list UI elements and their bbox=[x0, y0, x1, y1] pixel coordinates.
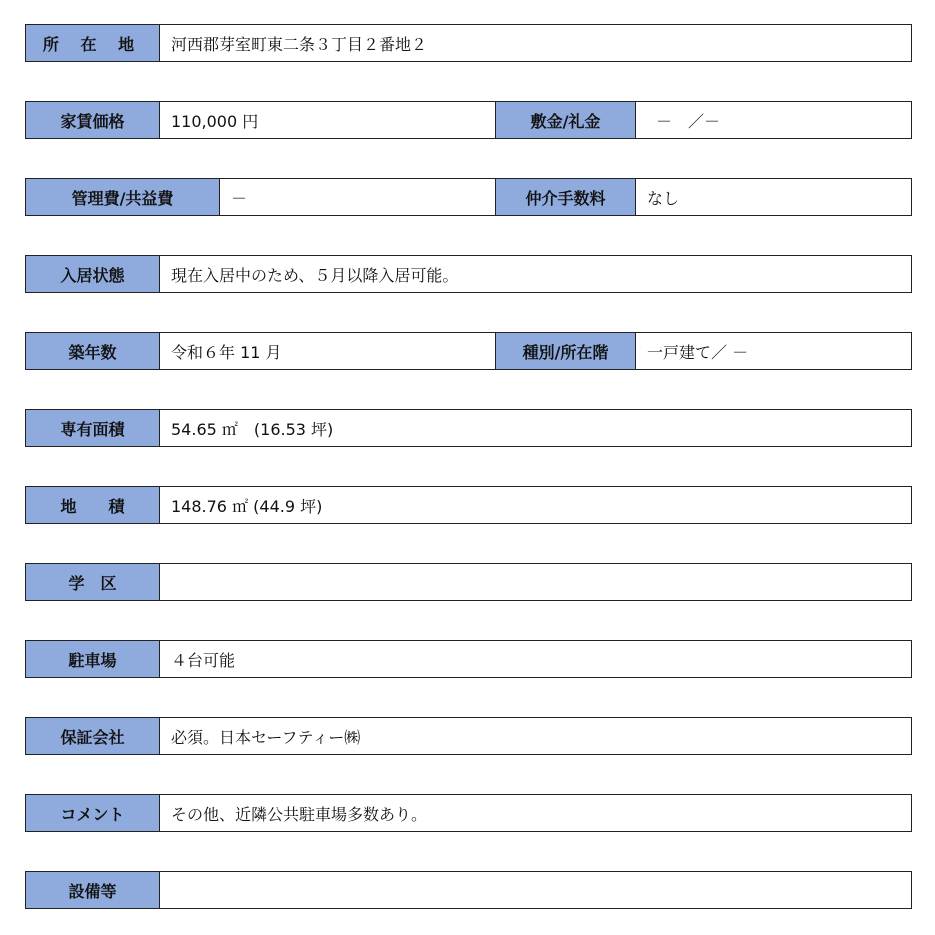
label-parking: 駐車場 bbox=[26, 641, 160, 677]
label-occupancy: 入居状態 bbox=[26, 256, 160, 292]
label-brokerage: 仲介手数料 bbox=[496, 179, 636, 215]
label-rent: 家賃価格 bbox=[26, 102, 160, 138]
value-occupancy: 現在入居中のため、５月以降入居可能。 bbox=[171, 265, 459, 285]
value-management-fee: － bbox=[220, 179, 496, 215]
label-management-fee: 管理費/共益費 bbox=[26, 179, 220, 215]
value-school-district bbox=[160, 564, 911, 600]
row-built-year bbox=[25, 332, 912, 370]
row-address bbox=[25, 24, 912, 62]
value-facilities bbox=[160, 872, 911, 908]
value-comment: その他、近隣公共駐車場多数あり。 bbox=[171, 804, 428, 824]
label-floor-area: 専有面積 bbox=[26, 410, 160, 446]
label-deposit: 敷金/礼金 bbox=[496, 102, 636, 138]
value-floor-area: 54.65 ㎡ (16.53 坪) bbox=[171, 419, 334, 439]
row-land-area bbox=[25, 486, 912, 524]
label-facilities: 設備等 bbox=[26, 872, 160, 908]
label-property-type: 種別/所在階 bbox=[496, 333, 636, 369]
value-rent: 110,000 円 bbox=[160, 102, 496, 138]
value-land-area: 148.76 ㎡ (44.9 坪) bbox=[171, 496, 323, 516]
row-floor-area bbox=[25, 409, 912, 447]
value-address: 河西郡芽室町東二条３丁目２番地２ bbox=[171, 34, 428, 54]
value-guarantor: 必須。日本セーフティー㈱ bbox=[171, 727, 361, 747]
label-land-area: 地 積 bbox=[26, 487, 160, 523]
label-school-district: 学 区 bbox=[26, 564, 160, 600]
label-address: 所 在 地 bbox=[26, 25, 160, 61]
row-facilities bbox=[25, 871, 912, 909]
row-comment bbox=[25, 794, 912, 832]
row-guarantor bbox=[25, 717, 912, 755]
value-deposit: － ／－ bbox=[656, 111, 721, 131]
row-parking bbox=[25, 640, 912, 678]
row-school-district bbox=[25, 563, 912, 601]
label-guarantor: 保証会社 bbox=[26, 718, 160, 754]
value-property-type: 一戸建て／ － bbox=[647, 342, 749, 362]
row-occupancy bbox=[25, 255, 912, 293]
label-built-year: 築年数 bbox=[26, 333, 160, 369]
row-management-fee bbox=[25, 178, 912, 216]
value-brokerage: なし bbox=[647, 188, 680, 208]
row-rent bbox=[25, 101, 912, 139]
value-built-year: 令和６年 11 月 bbox=[160, 333, 496, 369]
label-comment: コメント bbox=[26, 795, 160, 831]
value-parking: ４台可能 bbox=[171, 650, 236, 670]
